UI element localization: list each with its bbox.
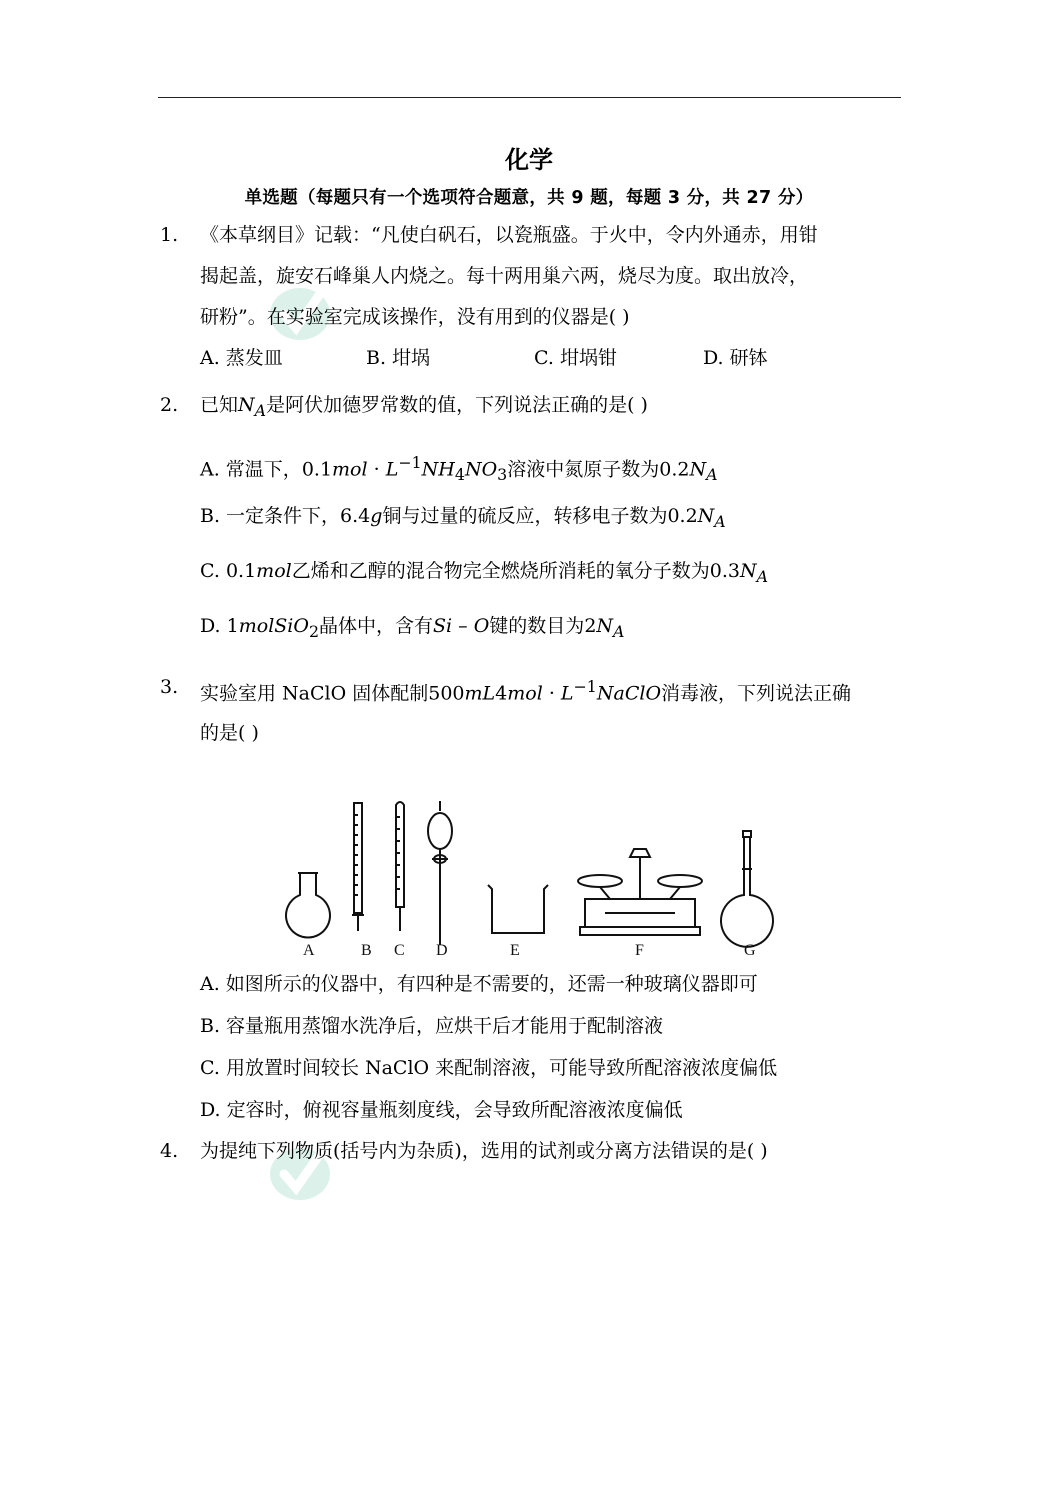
apparatus-figure <box>270 795 790 965</box>
figure-label-c: C <box>394 942 405 959</box>
q1-number: 1. <box>160 224 179 246</box>
q3-stem-line-2: 的是( ) <box>200 722 259 744</box>
figure-label-g: G <box>744 942 756 959</box>
q3-option-d: D. 定容时，俯视容量瓶刻度线，会导致所配溶液浓度偏低 <box>200 1099 683 1121</box>
q3-number: 3. <box>160 676 179 698</box>
q1-line-2: 揭起盖，旋安石峰巢人内烧之。每十两用巢六两，烧尽为度。取出放冷， <box>200 265 809 287</box>
pipette-icon <box>396 802 404 931</box>
q2-option-c: C. 0.1mol乙烯和乙醇的混合物完全燃烧所消耗的氧分子数为$0.3N_A$ <box>200 560 769 586</box>
q3-option-c: C. 用放置时间较长 NaClO 来配制溶液，可能导致所配溶液浓度偏低 <box>200 1057 778 1079</box>
separatory-funnel-icon <box>428 801 452 945</box>
section-heading: 单选题（每题只有一个选项符合题意，共 9 题，每题 3 分，共 27 分） <box>244 188 814 208</box>
header-rule <box>158 97 901 98</box>
figure-label-d: D <box>436 942 448 959</box>
q4-stem: 为提纯下列物质(括号内为杂质)，选用的试剂或分离方法错误的是( ) <box>200 1140 768 1162</box>
q2-number: 2. <box>160 394 179 416</box>
q1-option-d: D. 研钵 <box>703 347 768 369</box>
q2-option-d: D. 1molSiO$_2$晶体中，含有Si – O键的数目为$2N_A$ <box>200 615 625 641</box>
q4-number: 4. <box>160 1140 179 1162</box>
q1-line-3: 研粉”。在实验室完成该操作，没有用到的仪器是( ) <box>200 306 630 328</box>
round-bottom-flask-icon <box>286 873 330 937</box>
q2-stem: 已知$N_A$是阿伏加德罗常数的值，下列说法正确的是( ) <box>200 394 648 420</box>
volumetric-flask-icon <box>721 831 773 947</box>
q3-option-b: B. 容量瓶用蒸馏水洗净后，应烘干后才能用于配制溶液 <box>200 1015 664 1037</box>
balance-icon <box>578 849 702 935</box>
q1-option-b: B. 坩埚 <box>366 347 431 369</box>
q3-stem-line-1: 实验室用 NaClO 固体配制$500mL4mol \cdot L^{-1}NaClO$消毒液，下列说法正确 <box>200 677 852 705</box>
q3-option-a: A. 如图所示的仪器中，有四种是不需要的，还需一种玻璃仪器即可 <box>200 973 758 995</box>
q2-option-b: B. 一定条件下，6.4g铜与过量的硫反应，转移电子数为$0.2N_A$ <box>200 505 726 531</box>
figure-label-b: B <box>361 942 372 959</box>
figure-label-f: F <box>635 942 644 959</box>
page-title: 化学 <box>505 146 553 174</box>
q2-option-a: A. 常温下，$0.1mol \cdot L^{-1}NH_4NO_3$溶液中氮原子数为$0.2N_A$ <box>200 453 718 485</box>
q1-option-a: A. 蒸发皿 <box>200 347 283 369</box>
figure-label-a: A <box>303 942 315 959</box>
figure-label-e: E <box>510 942 520 959</box>
q1-line-1: 《本草纲目》记载：“凡使白矾石，以瓷瓶盛。于火中，令内外通赤，用钳 <box>200 224 818 246</box>
burette-icon <box>352 803 364 931</box>
beaker-icon <box>488 885 548 933</box>
q1-option-c: C. 坩埚钳 <box>534 347 617 369</box>
